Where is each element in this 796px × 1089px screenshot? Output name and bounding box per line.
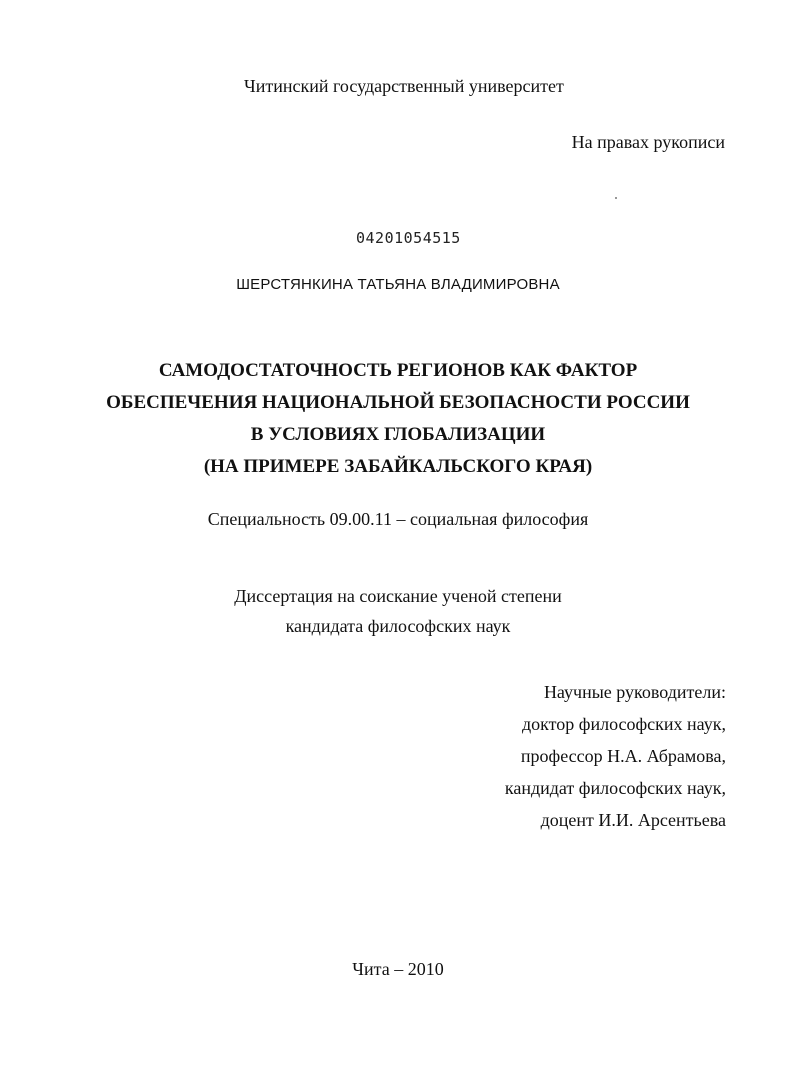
supervisors-heading: Научные руководители:	[543, 682, 726, 702]
supervisor-line: доктор философских наук,	[522, 714, 726, 734]
degree-line: кандидата философских наук	[285, 616, 511, 636]
city-year: Чита – 2010	[352, 959, 444, 979]
manuscript-rights-note: На правах рукописи	[571, 132, 725, 152]
catalog-number: 04201054515	[356, 229, 461, 247]
supervisors-block	[505, 676, 726, 836]
degree-line: Диссертация на соискание ученой степени	[234, 586, 562, 606]
scan-speck	[615, 197, 617, 199]
title-line: ОБЕСПЕЧЕНИЯ НАЦИОНАЛЬНОЙ БЕЗОПАСНОСТИ РОССИИ	[106, 392, 690, 413]
university-name: Читинский государственный университет	[244, 76, 564, 96]
author-name: ШЕРСТЯНКИНА ТАТЬЯНА ВЛАДИМИРОВНА	[236, 276, 560, 293]
supervisor-line: доцент И.И. Арсентьева	[540, 810, 726, 830]
supervisor-line: профессор Н.А. Абрамова,	[520, 746, 726, 766]
title-line: В УСЛОВИЯХ ГЛОБАЛИЗАЦИИ	[250, 424, 546, 445]
title-line: (НА ПРИМЕРЕ ЗАБАЙКАЛЬСКОГО КРАЯ)	[203, 456, 593, 477]
dissertation-title	[0, 355, 796, 483]
supervisor-line: кандидат философских наук,	[504, 778, 726, 798]
specialty: Специальность 09.00.11 – социальная философия	[207, 509, 589, 529]
degree-statement	[0, 581, 796, 641]
title-line: САМОДОСТАТОЧНОСТЬ РЕГИОНОВ КАК ФАКТОР	[158, 360, 638, 381]
